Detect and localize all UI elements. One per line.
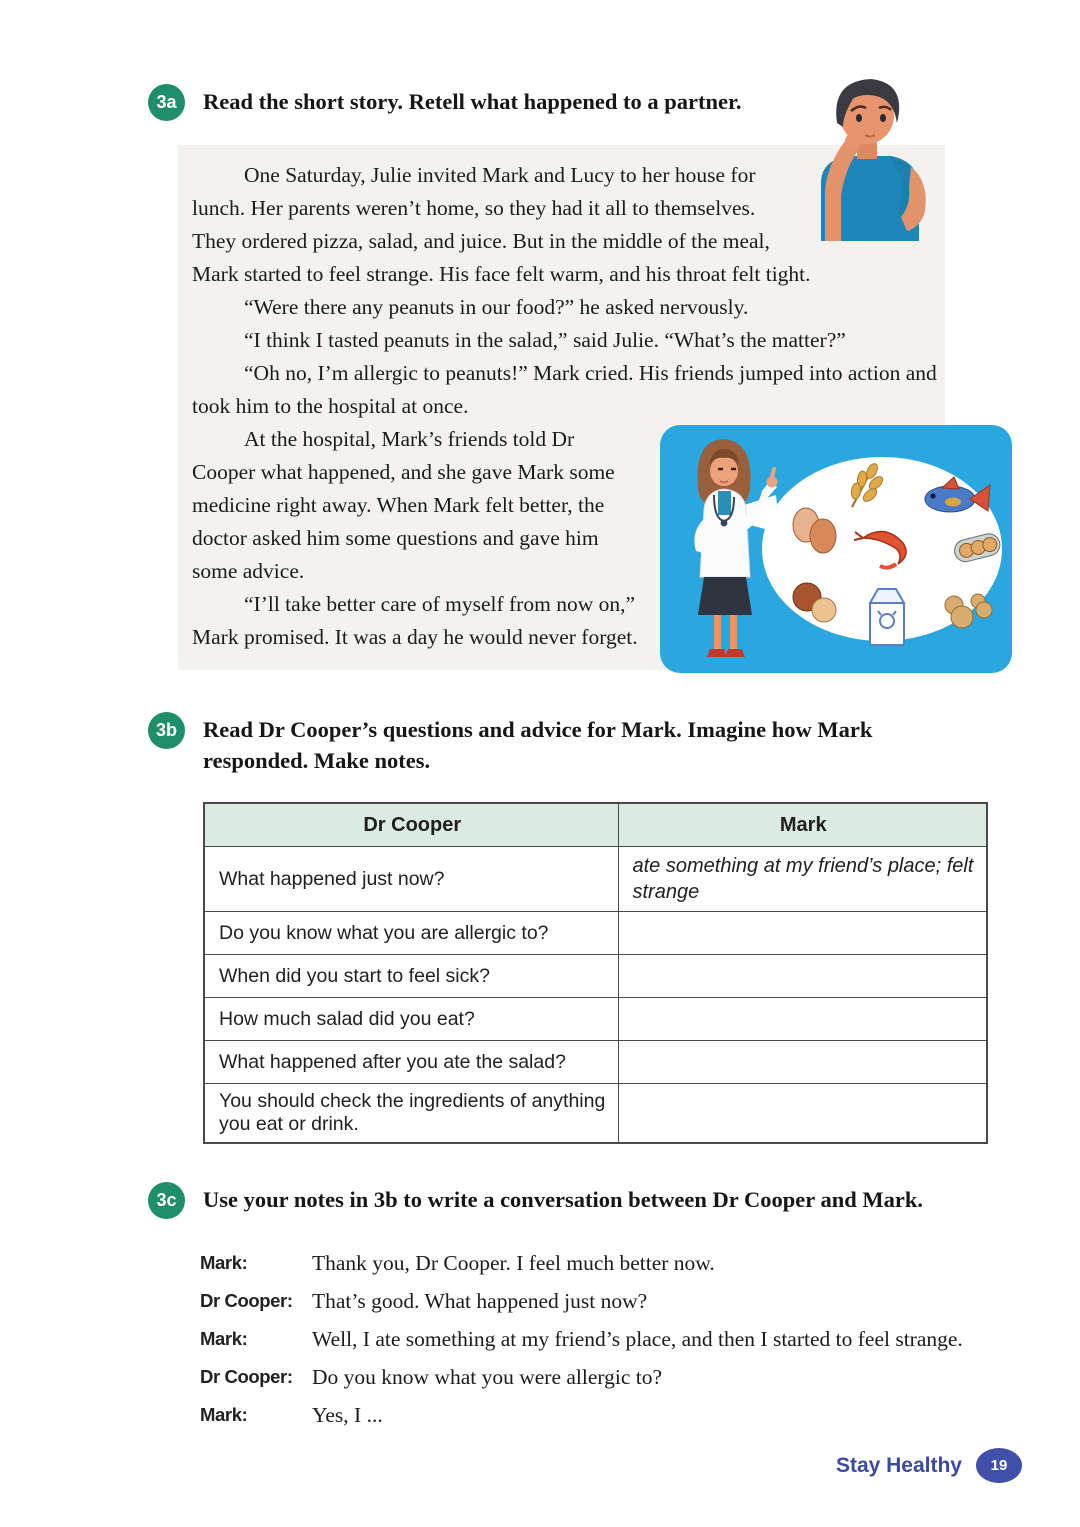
story-paragraph: One Saturday, Julie invited Mark and Lucy to her house for lunch. Her parents weren’t home, so they had it all to themselves. They ordered pizza, salad, and juice. But in the middle of the meal, Mark started to feel strange. His face felt warm, and his throat felt tight. [192, 163, 811, 286]
answer-cell [618, 912, 987, 955]
question-cell: When did you start to feel sick? [204, 955, 618, 998]
section-3b-badge: 3b [148, 712, 185, 749]
conversation-block [200, 1245, 1010, 1433]
column-header-mark: Mark [618, 803, 987, 847]
question-cell: You should check the ingredients of anything you eat or drink. [204, 1084, 618, 1144]
table-row [204, 1041, 987, 1084]
unit-title: Stay Healthy [835, 1453, 962, 1477]
worried-boy-illustration [785, 159, 937, 237]
answer-cell [618, 955, 987, 998]
conversation-line [200, 1321, 1010, 1357]
conversation-line [200, 1397, 1010, 1433]
doctor-allergens-icon [660, 425, 1012, 673]
speaker-label: Dr Cooper: [200, 1366, 293, 1387]
section-3b-header [148, 714, 1080, 776]
question-cell: What happened after you ate the salad? [204, 1041, 618, 1084]
story-box [178, 145, 945, 670]
section-3b-heading: Read Dr Cooper’s questions and advice for Mark. Imagine how Mark responded. Make notes. [203, 717, 873, 773]
table-row [204, 912, 987, 955]
answer-cell [618, 1084, 987, 1144]
worried-boy-icon [793, 69, 943, 241]
story-paragraph: “Oh no, I’m allergic to peanuts!” Mark cried. His friends jumped into action and took him to the hospital at once. [192, 361, 937, 418]
utterance-text: Do you know what you were allergic to? [312, 1365, 663, 1389]
story-paragraph: At the hospital, Mark’s friends told Dr Cooper what happened, and she gave Mark some medicine right away. When Mark felt better, the doctor asked him some questions and gave him some advice. [192, 427, 615, 583]
utterance-text: Thank you, Dr Cooper. I feel much better now. [312, 1251, 715, 1275]
page-footer [836, 1448, 1022, 1483]
utterance-text: Well, I ate something at my friend’s place, and then I started to feel strange. [312, 1327, 963, 1351]
answer-cell [618, 1041, 987, 1084]
page-number-badge: 19 [976, 1448, 1022, 1483]
conversation-line [200, 1283, 1010, 1319]
speaker-label: Mark: [200, 1404, 248, 1425]
section-3a-heading: Read the short story. Retell what happened to a partner. [203, 89, 742, 114]
story-paragraph: “Were there any peanuts in our food?” he asked nervously. [244, 295, 749, 319]
doctor-allergens-illustration [660, 425, 1012, 673]
milk-carton-icon [870, 589, 904, 645]
story-paragraph: “I’ll take better care of myself from now on,” Mark promised. It was a day he would never forget. [192, 592, 638, 649]
speaker-label: Mark: [200, 1252, 248, 1273]
utterance-text: That’s good. What happened just now? [312, 1289, 648, 1313]
column-header-dr-cooper: Dr Cooper [204, 803, 618, 847]
question-cell: What happened just now? [204, 847, 618, 912]
utterance-text: Yes, I ... [312, 1403, 383, 1427]
notes-table [203, 802, 988, 1144]
table-row [204, 847, 987, 912]
section-3c-header [148, 1184, 1080, 1219]
answer-cell [618, 998, 987, 1041]
section-3c-heading: Use your notes in 3b to write a conversation between Dr Cooper and Mark. [203, 1187, 923, 1212]
table-row [204, 1084, 987, 1144]
story-paragraph: “I think I tasted peanuts in the salad,” said Julie. “What’s the matter?” [244, 328, 846, 352]
section-3c-badge: 3c [148, 1182, 185, 1219]
question-cell: How much salad did you eat? [204, 998, 618, 1041]
speaker-label: Mark: [200, 1328, 248, 1349]
section-3a-badge: 3a [148, 84, 185, 121]
table-row [204, 955, 987, 998]
table-header-row [204, 803, 987, 847]
answer-cell: ate something at my friend’s place; felt strange [618, 847, 987, 912]
table-row [204, 998, 987, 1041]
speaker-label: Dr Cooper: [200, 1290, 293, 1311]
question-cell: Do you know what you are allergic to? [204, 912, 618, 955]
conversation-line [200, 1359, 1010, 1395]
conversation-line [200, 1245, 1010, 1281]
